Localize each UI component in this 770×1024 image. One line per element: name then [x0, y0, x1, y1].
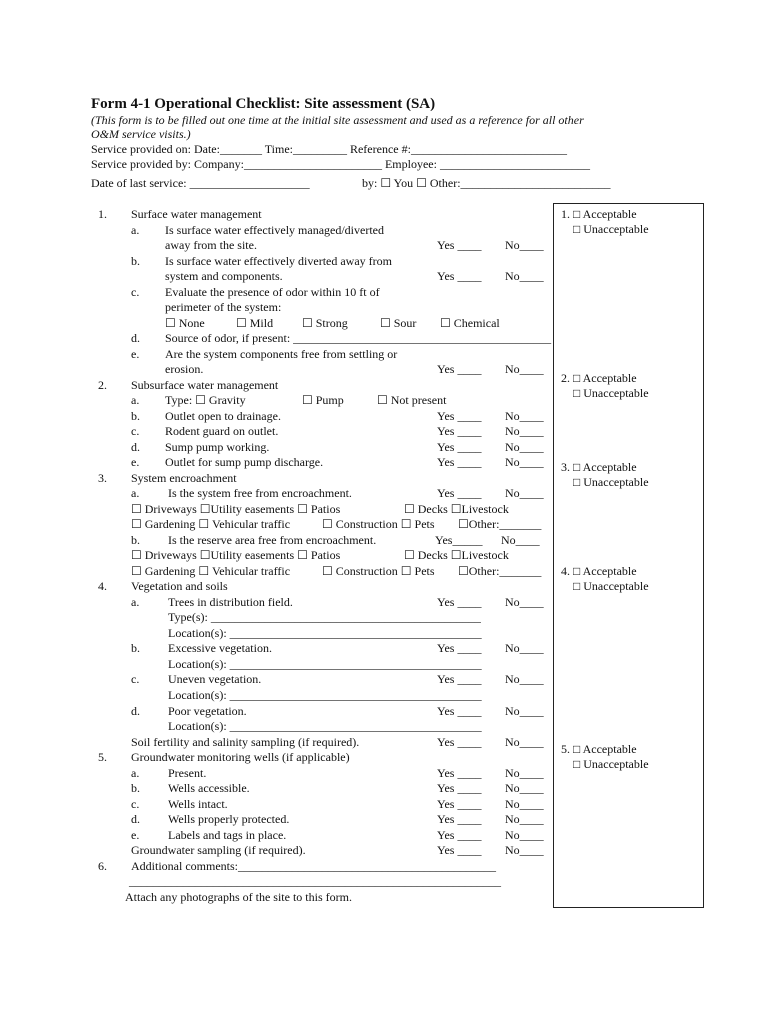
checklist-line: Is surface water effectively diverted away from	[165, 254, 392, 268]
checklist-line: 2.	[98, 378, 107, 392]
checklist-line: No____	[505, 424, 544, 438]
checklist-line: Type: ☐ Gravity	[165, 393, 246, 407]
checklist-line: Rodent guard on outlet.	[165, 424, 279, 438]
checklist-line: ☐ Driveways ☐Utility easements ☐ Patios	[131, 548, 341, 562]
checklist-line: No____	[505, 704, 544, 718]
checklist-line: Soil fertility and salinity sampling (if required).	[131, 735, 360, 749]
checklist-line: Yes ____	[437, 766, 482, 780]
checklist-line: No____	[505, 595, 544, 609]
checklist-line: Trees in distribution field.	[168, 595, 293, 609]
checklist-line: Is the reserve area free from encroachment.	[168, 533, 377, 547]
checklist-line: a.	[131, 223, 140, 237]
checklist-line: ☐ Sour	[380, 316, 417, 330]
checklist-line: Yes ____	[437, 424, 482, 438]
checklist-line: b.	[131, 409, 140, 423]
checklist-line: Yes ____	[437, 595, 482, 609]
checklist-line: No____	[505, 797, 544, 811]
checklist-line: a.	[131, 486, 140, 500]
checklist-line: d.	[131, 331, 140, 345]
acceptable-option: □ Unacceptable	[573, 579, 649, 593]
checklist-line: ☐ Not present	[377, 393, 447, 407]
checklist-line: No____	[505, 828, 544, 842]
checklist-line: Sump pump working.	[165, 440, 270, 454]
checklist-line: Groundwater sampling (if required).	[131, 843, 306, 857]
checklist-line: No____	[505, 440, 544, 454]
service-company-line: Service provided by: Company:_______________________ Employee: _________________________	[91, 157, 590, 171]
checklist-line: No____	[505, 455, 544, 469]
checklist-line: Labels and tags in place.	[168, 828, 287, 842]
checklist-line: erosion.	[165, 362, 204, 376]
checklist-line: 3.	[98, 471, 107, 485]
checklist-line: ☐ None	[165, 316, 205, 330]
checklist-line: c.	[131, 797, 140, 811]
acceptable-option: □ Unacceptable	[573, 757, 649, 771]
acceptable-option: 4. □ Acceptable	[561, 564, 637, 578]
checklist-line: Yes ____	[437, 409, 482, 423]
checklist-line: No____	[505, 486, 544, 500]
checklist-line: Yes ____	[437, 812, 482, 826]
checklist-line: b.	[131, 781, 140, 795]
last-service-line: Date of last service: ____________________	[91, 176, 310, 190]
checklist-line: ☐ Pump	[302, 393, 344, 407]
checklist-line: e.	[131, 347, 140, 361]
checklist-line: ☐Other:_______	[458, 564, 542, 578]
checklist-line: Is surface water effectively managed/diverted	[165, 223, 384, 237]
checklist-line: System encroachment	[131, 471, 237, 485]
acceptable-option: □ Unacceptable	[573, 222, 649, 236]
checklist-line: No____	[505, 362, 544, 376]
checklist-line: No____	[505, 781, 544, 795]
checklist-line: b.	[131, 641, 140, 655]
checklist-line: Location(s): __________________________________________	[168, 626, 482, 640]
checklist-line: Groundwater monitoring wells (if applicable)	[131, 750, 350, 764]
checklist-line: Poor vegetation.	[168, 704, 247, 718]
checklist-line: Yes ____	[437, 828, 482, 842]
checklist-line: b.	[131, 533, 140, 547]
checklist-line: Location(s): __________________________________________	[168, 719, 482, 733]
checklist-line: Yes ____	[437, 797, 482, 811]
checklist-line: ☐ Mild	[236, 316, 274, 330]
checklist-line: Location(s): __________________________________________	[168, 688, 482, 702]
checklist-line: Subsurface water management	[131, 378, 279, 392]
checklist-line: No____	[505, 238, 544, 252]
checklist-line: Yes ____	[437, 362, 482, 376]
checklist-line: b.	[131, 254, 140, 268]
checklist-line: 4.	[98, 579, 107, 593]
checklist-line: c.	[131, 672, 140, 686]
checklist-line: e.	[131, 455, 140, 469]
checklist-line: Yes ____	[437, 704, 482, 718]
form-note-line-1: (This form is to be filled out one time at the initial site assessment and used as a reference for all other	[91, 113, 584, 127]
checklist-line: perimeter of the system:	[165, 300, 282, 314]
checklist-line: Excessive vegetation.	[168, 641, 272, 655]
checklist-line: Yes_____	[435, 533, 483, 547]
acceptable-option: 1. □ Acceptable	[561, 207, 637, 221]
form-title: Form 4-1 Operational Checklist: Site assessment (SA)	[91, 96, 436, 112]
checklist-line: Yes ____	[437, 269, 482, 283]
checklist-line: Yes ____	[437, 486, 482, 500]
form-note-line-2: O&M service visits.)	[91, 127, 191, 141]
checklist-line: c.	[131, 285, 140, 299]
checklist-line: Yes ____	[437, 672, 482, 686]
checklist-line: e.	[131, 828, 140, 842]
checklist-line: No____	[505, 409, 544, 423]
last-service-by-line: by: ☐ You ☐ Other:_________________________	[362, 176, 611, 190]
checklist-line: a.	[131, 393, 140, 407]
checklist-line: Yes ____	[437, 238, 482, 252]
checklist-line: ☐ Decks ☐Livestock	[404, 502, 509, 516]
checklist-line: ☐ Gardening ☐ Vehicular traffic	[131, 564, 291, 578]
checklist-line: Present.	[168, 766, 207, 780]
checklist-line: Yes ____	[437, 735, 482, 749]
checklist-line: No____	[505, 735, 544, 749]
checklist-line: system and components.	[165, 269, 283, 283]
checklist-line: Yes ____	[437, 455, 482, 469]
checklist-line: ☐ Driveways ☐Utility easements ☐ Patios	[131, 502, 341, 516]
checklist-line: Surface water management	[131, 207, 262, 221]
acceptable-option: □ Unacceptable	[573, 475, 649, 489]
checklist-line: ______________________________________________________________	[129, 874, 501, 888]
checklist-line: Yes ____	[437, 641, 482, 655]
checklist-line: 5.	[98, 750, 107, 764]
checklist-line: No____	[501, 533, 540, 547]
checklist-line: d.	[131, 440, 140, 454]
acceptable-option: 5. □ Acceptable	[561, 742, 637, 756]
checklist-line: Additional comments:___________________________________________	[131, 859, 496, 873]
checklist-line: ☐ Strong	[302, 316, 348, 330]
checklist-line: d.	[131, 704, 140, 718]
checklist-line: No____	[505, 672, 544, 686]
checklist-line: Wells properly protected.	[168, 812, 290, 826]
checklist-line: ☐Other:_______	[458, 517, 542, 531]
checklist-line: Vegetation and soils	[131, 579, 228, 593]
checklist-line: Attach any photographs of the site to this form.	[125, 890, 352, 904]
checklist-line: ☐ Construction ☐ Pets	[322, 517, 435, 531]
checklist-line: Evaluate the presence of odor within 10 ft of	[165, 285, 380, 299]
checklist-line: a.	[131, 766, 140, 780]
checklist-line: ☐ Chemical	[440, 316, 500, 330]
service-date-line: Service provided on: Date:_______ Time:_________ Reference #:__________________________	[91, 142, 567, 156]
checklist-line: Is the system free from encroachment.	[168, 486, 352, 500]
acceptable-option: 2. □ Acceptable	[561, 371, 637, 385]
checklist-line: No____	[505, 269, 544, 283]
checklist-line: No____	[505, 766, 544, 780]
checklist-line: No____	[505, 641, 544, 655]
checklist-line: No____	[505, 812, 544, 826]
checklist-line: 1.	[98, 207, 107, 221]
checklist-line: 6.	[98, 859, 107, 873]
acceptable-option: 3. □ Acceptable	[561, 460, 637, 474]
checklist-line: ☐ Decks ☐Livestock	[404, 548, 509, 562]
checklist-line: ☐ Construction ☐ Pets	[322, 564, 435, 578]
checklist-line: No____	[505, 843, 544, 857]
checklist-line: Outlet open to drainage.	[165, 409, 281, 423]
acceptable-option: □ Unacceptable	[573, 386, 649, 400]
assessment-box	[553, 203, 704, 908]
checklist-line: d.	[131, 812, 140, 826]
checklist-line: Yes ____	[437, 440, 482, 454]
checklist-line: Type(s): _____________________________________________	[168, 610, 481, 624]
checklist-line: away from the site.	[165, 238, 257, 252]
checklist-line: Yes ____	[437, 843, 482, 857]
checklist-line: Outlet for sump pump discharge.	[165, 455, 324, 469]
checklist-line: Yes ____	[437, 781, 482, 795]
checklist-line: ☐ Gardening ☐ Vehicular traffic	[131, 517, 291, 531]
checklist-line: Wells accessible.	[168, 781, 250, 795]
checklist-line: Are the system components free from settling or	[165, 347, 398, 361]
checklist-line: Location(s): __________________________________________	[168, 657, 482, 671]
checklist-line: Wells intact.	[168, 797, 228, 811]
checklist-line: a.	[131, 595, 140, 609]
checklist-line: Uneven vegetation.	[168, 672, 262, 686]
checklist-line: c.	[131, 424, 140, 438]
checklist-line: Source of odor, if present: ___________________________________________	[165, 331, 552, 345]
